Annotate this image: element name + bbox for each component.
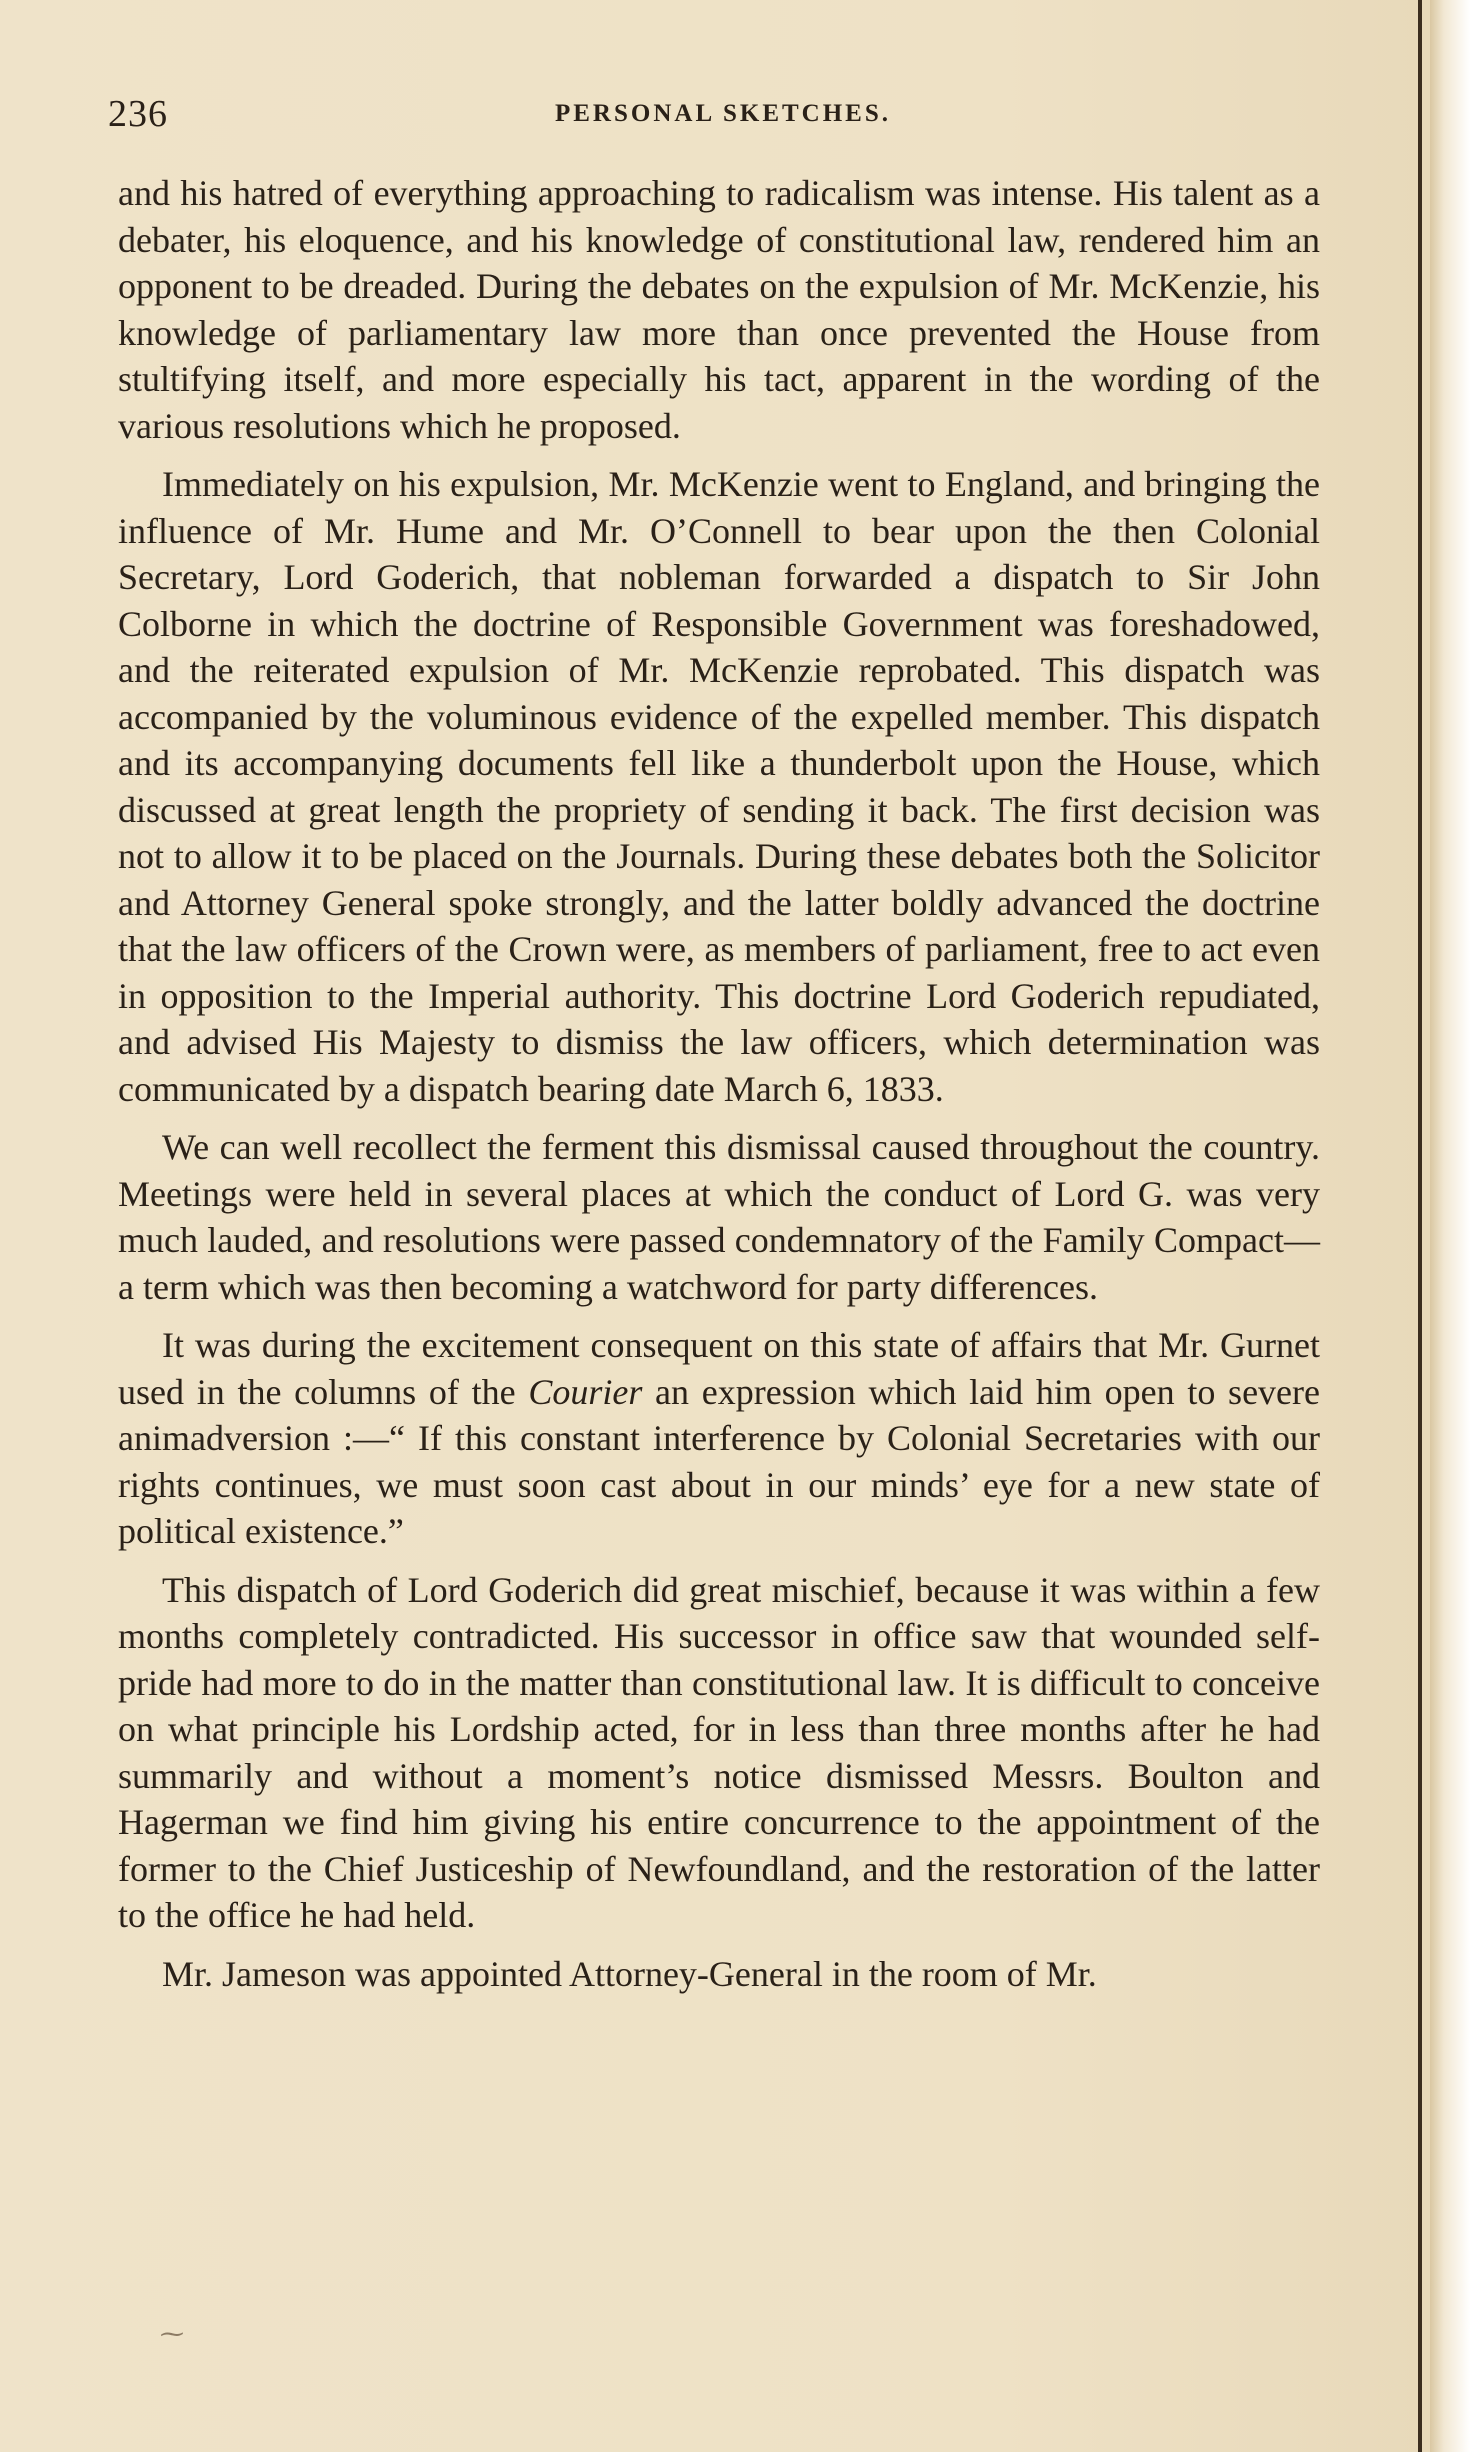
paragraph-4-after: an expression which laid him open to severe animadversion :—“ If this constant interference by Colonial Secretaries with our rights continues, we must soon cast about in our minds’ eye for a new state of political existence.”: [118, 1371, 1320, 1551]
binding-line: [1418, 0, 1422, 2452]
page-number: 236: [108, 93, 168, 135]
page-edge: [1430, 0, 1470, 2452]
running-head: PERSONAL SKETCHES.: [554, 100, 892, 127]
printer-mark-icon: ⁓: [160, 2322, 184, 2348]
paragraph-3: We can well recollect the ferment this dismissal caused throughout the country. Meetings were held in several places at which the conduct of Lord G. was very much lauded, and resolutions were passed condemnatory of the Family Compact—a term which was then becoming a watchword for party differences.: [118, 1127, 1320, 1307]
paragraph-6: Mr. Jameson was appointed Attorney-General in the room of Mr.: [162, 1953, 1097, 1994]
page-header: [108, 92, 1338, 136]
newspaper-title: Courier: [528, 1371, 643, 1412]
paragraph-4: [118, 1322, 1320, 1555]
paragraph-5: This dispatch of Lord Goderich did great mischief, because it was within a few months completely contradicted. His successor in office saw that wounded self-pride had more to do in the matter than constitutional law. It is difficult to conceive on what principle his Lordship acted, for in less than three months after he had summarily and without a moment’s notice dismissed Messrs. Boulton and Hagerman we find him giving his entire concurrence to the appointment of the former to the Chief Justiceship of Newfoundland, and the restoration of the latter to the office he had held.: [118, 1569, 1320, 1935]
body-text: [118, 170, 1320, 2009]
paragraph-2: Immediately on his expulsion, Mr. McKenzie went to England, and bringing the influence of Mr. Hume and Mr. O’Connell to bear upon the then Colonial Secretary, Lord Goderich, that nobleman forwarded a dispatch to Sir John Colborne in which the doctrine of Responsible Government was foreshadowed, and the reiterated expulsion of Mr. McKenzie reprobated. This dispatch was accompanied by the voluminous evidence of the expelled member. This dispatch and its accompanying documents fell like a thunderbolt upon the House, which discussed at great length the propriety of sending it back. The first decision was not to allow it to be placed on the Journals. During these debates both the Solicitor and Attorney General spoke strongly, and the latter boldly advanced the doctrine that the law officers of the Crown were, as members of parliament, free to act even in opposition to the Imperial authority. This doctrine Lord Goderich repudiated, and advised His Majesty to dismiss the law officers, which determination was communicated by a dispatch bearing date March 6, 1833.: [118, 464, 1320, 1109]
paragraph-1: and his hatred of everything approaching to radicalism was intense. His talent as a debater, his eloquence, and his knowledge of constitutional law, rendered him an opponent to be dreaded. During the debates on the expulsion of Mr. McKenzie, his knowledge of parliamentary law more than once prevented the House from stultifying itself, and more especially his tact, apparent in the wording of the various resolutions which he proposed.: [118, 173, 1320, 446]
paragraph-4-before: It was during the excitement consequent on this state of affairs that Mr. Gurnet used in the columns of the: [118, 1325, 1320, 1412]
